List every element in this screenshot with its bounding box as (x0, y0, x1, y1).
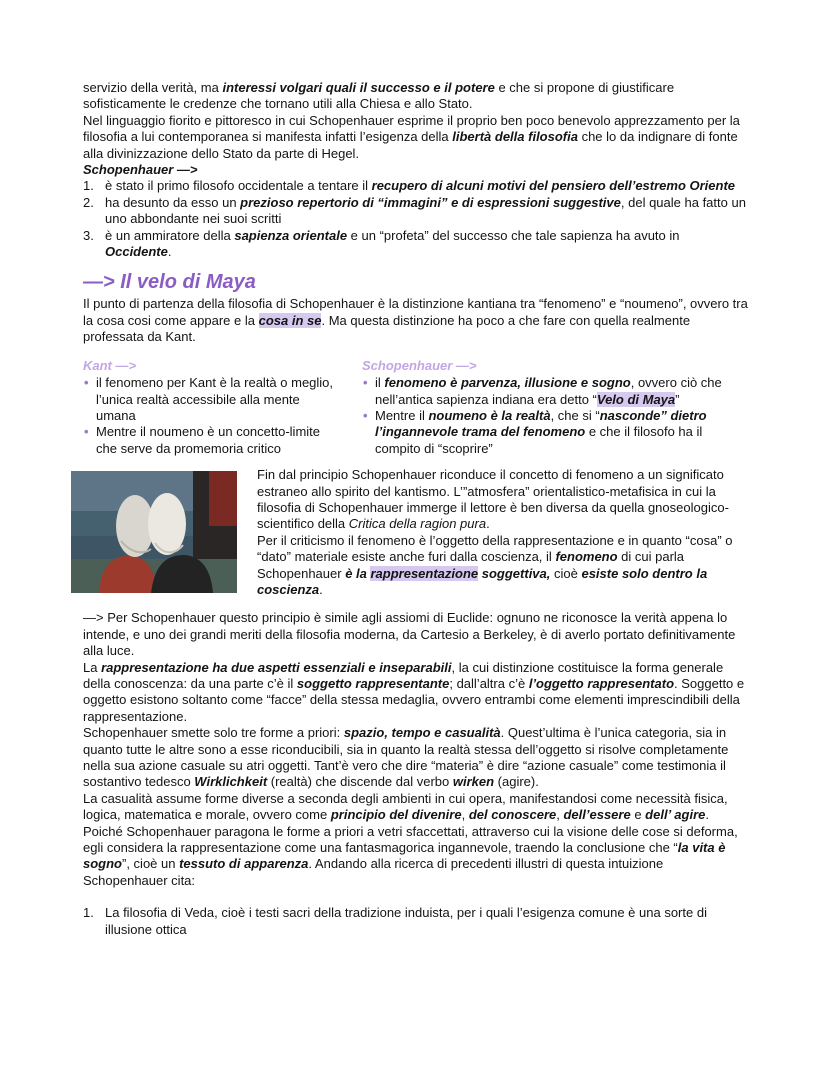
image-paragraph-1: Fin dal principio Schopenhauer riconduce il concetto di fenomeno a un significato estraneo allo spirito del kantismo. L’”atmosfera” orientalistico-metafisica in cui la filosofia di Schopenhauer immerge il lettore è ben diversa da quella gnoseologico-scientifico della Critica della ragion pura. (257, 467, 729, 532)
body-paragraph-2: La rappresentazione ha due aspetti essenziali e inseparabili, la cui distinzione costituisce la forma generale della conoscenza: da una parte c’è il soggetto rappresentante; dall’altra c’è l’oggetto rappresentato. Soggetto e oggetto esistono soltanto come “facce” della stessa medaglia, ovvero entrambi come elementi imprescindibili della rappresentazione. (83, 659, 745, 724)
bullet-icon: • (84, 424, 89, 440)
kant-list (83, 375, 335, 457)
document-page (83, 80, 748, 938)
list-item: • Mentre il noumeno è un concetto-limite che serve da promemoria critico (84, 424, 321, 456)
kant-column (83, 358, 335, 457)
image-paragraph-2: Per il criticismo il fenomeno è l’oggetto della rappresentazione e in quanto “cosa” o “dato” materiale esiste anche furi dalla coscienza, il fenomeno di cui parla Schopenhauer è la rappresentazione soggettiva, cioè esiste solo dentro la coscienza. (257, 532, 733, 597)
schopenhauer-heading: Schopenhauer —> (362, 357, 477, 373)
list-item: 3. è un ammiratore della sapienza orientale e un “profeta” del successo che tale sapienza ha avuto in Occidente. (83, 227, 680, 260)
schopenhauer-bullets (362, 375, 732, 457)
body-paragraph-3: Schopenhauer smette solo tre forme a priori: spazio, tempo e casualità. Quest’ultima è l’unica categoria, sia in quanto tutte le altre sono a esse riconducibili, sia in quanto la realtà stessa dell’oggetto si risolve completamente nella sua azione casuale su atri oggetti. Tant’è vero che dire “materia” è dire “azione casuale” come testimonia il sostantivo tedesco Wirklichkeit (realtà) che discende dal verbo wirken (agire). (83, 725, 729, 790)
intro-paragraph-1: servizio della verità, ma interessi volgari quali il successo e il potere e che si propone di giustificare sofisticamente le credenze che tornano utili alla Chiesa e allo Stato. (83, 80, 675, 112)
body-paragraph-4: La casualità assume forme diverse a seconda degli ambienti in cui opera, manifestandosi come necessità fisica, logica, matematica e morale, ovvero come principio del divenire, del conoscere, dell’essere e dell’ agire. (83, 790, 728, 823)
list-item: • il fenomeno per Kant è la realtà o meglio, l’unica realtà accessibile alla mente umana (84, 375, 334, 423)
painting-image (71, 471, 237, 593)
image-text-row (83, 467, 748, 598)
list-item: • il fenomeno è parvenza, illusione e sogno, ovvero ciò che nell’antica sapienza indiana era detto “Velo di Maya” (363, 375, 722, 407)
list-item: 1. è stato il primo filosofo occidentale a tentare il recupero di alcuni motivi del pensiero dell’estremo Oriente (83, 178, 736, 194)
schopenhauer-column (362, 358, 732, 457)
image-side-text (257, 467, 747, 598)
body-text (83, 610, 748, 889)
body-paragraph-5: Poiché Schopenhauer paragona le forme a priori a vetri sfaccettati, attraverso cui la visione delle cose si deforma, egli considera la rappresentazione come una fantasmagorica ingannevole, traendo la conclusione che “la vita è sogno”, cioè un tessuto di apparenza. Andando alla ricerca di precedenti illustri di questa intuizione Schopenhauer cita: (83, 823, 738, 888)
schopenhauer-label: Schopenhauer —> (83, 162, 198, 178)
list-item: • Mentre il noumeno è la realtà, che si “nasconde” dietro l’ingannevole trama del fenomeno e che il filosofo ha il compito di “scoprire” (363, 407, 707, 456)
bullet-icon: • (363, 375, 368, 391)
bullet-icon: • (363, 407, 368, 423)
list-item: 1. La filosofia di Veda, cioè i testi sacri della tradizione induista, per i quali l’esigenza comune è una sorte di illusione ottica (83, 905, 707, 937)
sources-list (83, 905, 748, 938)
section-heading: —> Il velo di Maya (83, 271, 256, 294)
list-item: 2. ha desunto da esso un prezioso repertorio di “immagini” e di espressioni suggestive, del quale ha fatto un uno abbondante nei suoi scritti (83, 194, 746, 227)
kant-heading: Kant —> (83, 357, 137, 373)
comparison-columns (83, 358, 748, 457)
bullet-icon: • (84, 375, 89, 391)
intro-paragraph-2: Nel linguaggio fiorito e pittoresco in cui Schopenhauer esprime il proprio ben poco benevolo apprezzamento per la filosofia a lui contemporanea si manifesta infatti l’esigenza della libertà della filosofia che lo da indignare di fonte alla divinizzazione dello Stato da parte di Hegel. (83, 112, 740, 161)
body-paragraph-1: —> Per Schopenhauer questo principio è simile agli assiomi di Euclide: ognuno ne riconosce la verità appena lo intende, e uno dei grandi meriti della filosofia moderna, da Cartesio a Berkeley, è di averlo portato definitivamente alla luce. (83, 610, 736, 659)
schopenhauer-list (83, 178, 748, 260)
section-paragraph: Il punto di partenza della filosofia di Schopenhauer è la distinzione kantiana tra “fenomeno” e “noumeno”, ovvero tra la cosa cosi come appare e la cosa in se. Ma questa distinzione ha poco a che fare con quella realmente professata da Kant. (83, 296, 748, 345)
